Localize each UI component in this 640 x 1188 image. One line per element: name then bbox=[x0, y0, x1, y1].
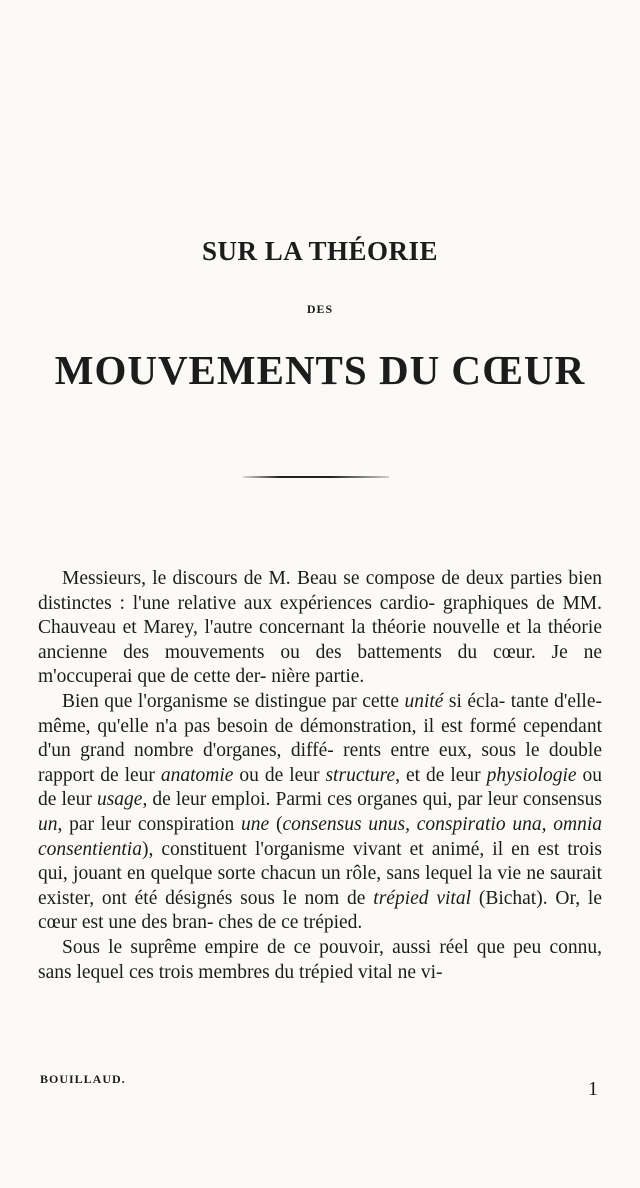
italic-run: anatomie bbox=[160, 764, 234, 786]
paragraph-1: Messieurs, le discours de M. Beau se compose de deux parties bien distinctes : l'une relative aux expériences cardio- graphiques de MM. Chauveau et Marey, l'autre concernant la théorie nouvelle et la théorie ancienne des mouvements ou des battements du cœur. Je ne m'occuperai que de cette der- nière partie. bbox=[38, 568, 602, 688]
italic-run: un bbox=[38, 813, 58, 835]
italic-run: structure bbox=[325, 764, 396, 786]
italic-run: unité bbox=[404, 690, 444, 712]
body-text bbox=[38, 567, 602, 985]
text-run: , et de leur bbox=[395, 764, 487, 786]
italic-run: physiologie bbox=[486, 764, 577, 786]
text-run: si écla- tante d'elle-même, qu'elle n'a pas besoin de démonstration, il est formé cependant d'un grand nombre d'organes, diffé- rents entre eux, sous le double rapport de leur bbox=[38, 690, 602, 786]
text-run: ), constituent l'organisme vivant et animé, il en est trois qui, jouant en quelque sorte chacun un rôle, sans lequel la vie ne saurait exister, ont été désignés sous le nom de bbox=[38, 838, 602, 909]
title-line-2: DES bbox=[306, 302, 334, 316]
text-run: ou de leur bbox=[233, 764, 326, 786]
italic-run: une bbox=[241, 813, 270, 835]
paragraph-2 bbox=[38, 690, 602, 936]
title-line-3: MOUVEMENTS DU CŒUR bbox=[54, 347, 586, 393]
italic-run: usage bbox=[96, 789, 143, 811]
text-run: Bien que l'organisme se distingue par cette bbox=[62, 690, 405, 712]
title-line-1: SUR LA THÉORIE bbox=[201, 236, 439, 266]
text-run: ( bbox=[269, 813, 283, 835]
text-run: (Bichat). Or, le cœur est une des bran- ches de ce trépied. bbox=[38, 887, 602, 934]
italic-run: consensus unus, conspiratio una, omnia consentientia bbox=[38, 813, 602, 860]
page-number: 1 bbox=[588, 1078, 598, 1100]
italic-run: trépied vital bbox=[373, 887, 471, 909]
text-run: , de leur emploi. Parmi ces organes qui, par leur consensus bbox=[142, 789, 602, 811]
text-run: ou de leur bbox=[38, 764, 602, 811]
paragraph-3: Sous le suprême empire de ce pouvoir, aussi réel que peu connu, sans lequel ces trois membres du trépied vital ne vi- bbox=[38, 936, 602, 983]
signature-mark: BOUILLAUD. bbox=[40, 1072, 126, 1086]
page-footer bbox=[38, 1072, 602, 1102]
text-run: , par leur conspiration bbox=[57, 813, 242, 835]
ornamental-rule bbox=[243, 476, 389, 478]
